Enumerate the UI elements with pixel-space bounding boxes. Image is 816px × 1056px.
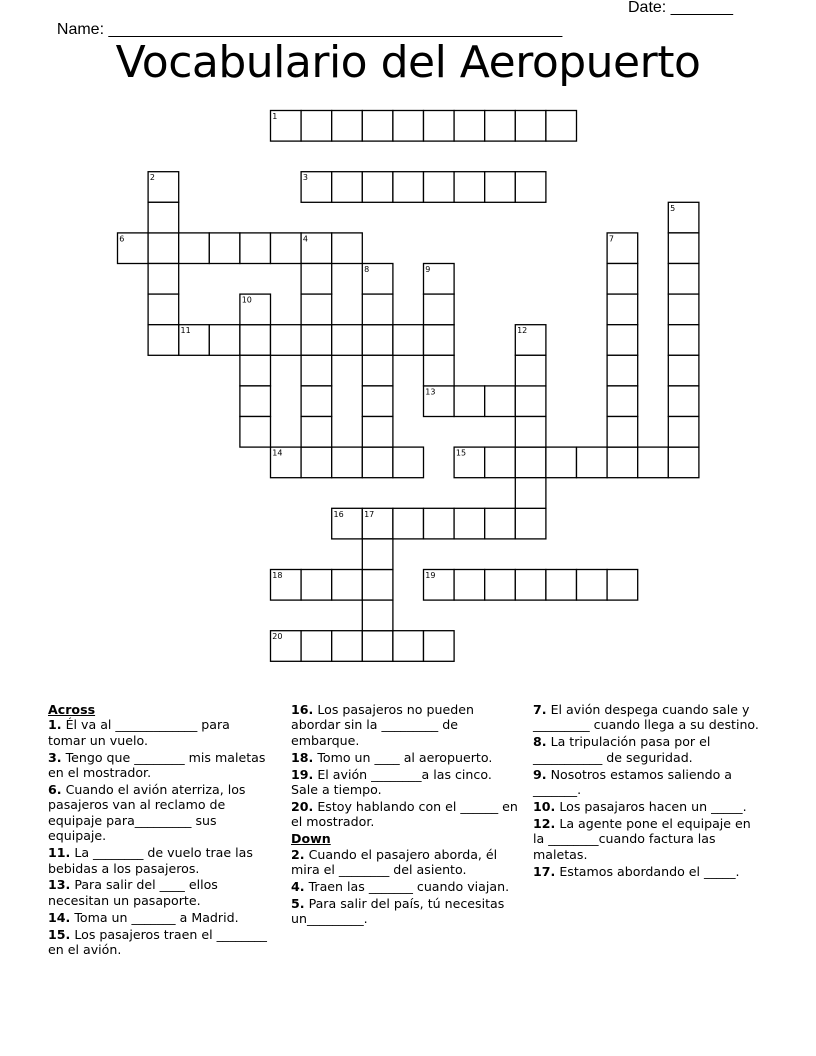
grid-cell[interactable] [607, 447, 638, 478]
clue-number-label: 1 [272, 112, 278, 121]
clue-number-label: 4 [302, 234, 308, 244]
grid-cell[interactable] [515, 447, 546, 478]
clue-item [533, 799, 765, 814]
clue-item [291, 896, 521, 927]
clue-text: Cuando el pasajero aborda, él mira el ________ del asiento. [291, 846, 498, 878]
clue-number: 5. [291, 895, 305, 911]
grid-cell[interactable] [515, 417, 546, 448]
grid-cell[interactable] [301, 264, 332, 295]
clue-item [533, 734, 765, 765]
grid-cell[interactable] [301, 417, 332, 448]
grid-cell[interactable] [638, 447, 669, 478]
grid-cell[interactable] [362, 417, 393, 448]
clue-text: La agente pone el equipaje en la ________cuando factura las maletas. [533, 815, 751, 862]
clue-number-label: 17 [364, 509, 375, 519]
grid-cell[interactable] [668, 417, 699, 448]
clue-number-label: 5 [670, 203, 676, 213]
grid-cell[interactable] [577, 447, 608, 478]
grid-cell[interactable] [179, 233, 210, 264]
grid-cell[interactable] [515, 355, 546, 386]
grid-cell[interactable] [362, 600, 393, 631]
grid-cell[interactable] [240, 325, 271, 356]
grid-cell[interactable] [148, 294, 179, 325]
grid-cell[interactable] [424, 508, 455, 539]
clue-number-label: 10 [241, 295, 252, 305]
clue-number: 4. [291, 878, 305, 894]
clue-item [291, 879, 521, 894]
clue-item [48, 910, 270, 925]
grid-cell[interactable] [607, 417, 638, 448]
clue-number-label: 8 [364, 265, 370, 274]
grid-cell[interactable] [424, 325, 455, 356]
grid-cell[interactable] [668, 264, 699, 295]
clues-column-2 [291, 702, 521, 928]
clue-item [533, 816, 765, 862]
name-field[interactable]: Name: ___________________________________________________ [56, 21, 563, 38]
clue-number: 10. [533, 798, 556, 814]
clue-number: 15. [48, 926, 71, 942]
clue-item [291, 750, 521, 765]
grid-cell[interactable] [362, 111, 393, 142]
grid-cell[interactable] [515, 478, 546, 509]
grid-cell[interactable] [485, 386, 516, 417]
clue-item [533, 702, 765, 733]
grid-cell[interactable] [393, 447, 424, 478]
grid-cell[interactable] [362, 294, 393, 325]
clue-text: El avión ________a las cinco. Sale a tiempo. [291, 766, 492, 798]
grid-cell[interactable] [454, 570, 485, 601]
grid-cell[interactable] [362, 570, 393, 601]
grid-cell[interactable] [301, 631, 332, 662]
grid-cell[interactable] [362, 631, 393, 662]
clue-text: Cuando el avión aterriza, los pasajeros van al reclamo de equipaje para_________ sus equipaje. [48, 782, 246, 844]
clue-text: Los pasajeros no pueden abordar sin la _________ de embarque. [291, 702, 474, 748]
page-title: Vocabulario del Aeropuerto [115, 37, 701, 88]
grid-cell[interactable] [607, 325, 638, 356]
grid-cell[interactable] [454, 111, 485, 142]
clue-number: 14. [48, 909, 71, 925]
grid-cell[interactable] [301, 325, 332, 356]
grid-cell[interactable] [271, 325, 302, 356]
grid-cell[interactable] [148, 233, 179, 264]
grid-cell[interactable] [454, 386, 485, 417]
clue-number-label: 9 [425, 265, 431, 274]
grid-cell[interactable] [668, 325, 699, 356]
grid-cell[interactable] [148, 264, 179, 295]
grid-cell[interactable] [668, 294, 699, 325]
clue-number-label: 2 [149, 173, 155, 183]
grid-cell[interactable] [485, 508, 516, 539]
grid-cell[interactable] [546, 447, 577, 478]
grid-cell[interactable] [362, 447, 393, 478]
clue-text: El avión despega cuando sale y _________ cuando llega a su destino. [533, 702, 759, 733]
grid-cell[interactable] [332, 111, 363, 142]
date-field[interactable]: Date: _______ [628, 0, 733, 16]
clue-item [291, 767, 521, 798]
clue-number-label: 12 [517, 326, 528, 336]
grid-cell[interactable] [148, 202, 179, 233]
clues-column-3 [533, 702, 765, 880]
grid-cell[interactable] [271, 233, 302, 264]
clue-number: 12. [533, 815, 556, 831]
grid-cell[interactable] [393, 111, 424, 142]
clue-number-label: 13 [425, 387, 436, 397]
clue-item [533, 864, 765, 879]
clue-text: Traen las _______ cuando viajan. [304, 878, 510, 894]
grid-cell[interactable] [607, 570, 638, 601]
grid-cell[interactable] [577, 570, 608, 601]
clue-text: La tripulación pasa por el ___________ de seguridad. [533, 734, 711, 765]
grid-cell[interactable] [424, 631, 455, 662]
grid-cell[interactable] [607, 264, 638, 295]
clue-item [48, 717, 270, 748]
clue-number: 8. [533, 734, 547, 750]
grid-cell[interactable] [515, 508, 546, 539]
clue-number: 3. [48, 749, 62, 765]
grid-cell[interactable] [301, 111, 332, 142]
clue-number: 6. [48, 782, 62, 798]
clue-item [533, 767, 765, 798]
clue-text: Tengo que ________ mis maletas en el mostrador. [48, 749, 266, 781]
grid-cell[interactable] [515, 386, 546, 417]
grid-cell[interactable] [424, 172, 455, 203]
grid-cell[interactable] [607, 386, 638, 417]
grid-cell[interactable] [485, 111, 516, 142]
clue-text: Para salir del país, tú necesitas un_________. [291, 895, 505, 927]
grid-cell[interactable] [240, 233, 271, 264]
grid-cell[interactable] [393, 325, 424, 356]
clue-number-label: 11 [180, 326, 191, 336]
clue-item [291, 847, 521, 878]
grid-cell[interactable] [332, 325, 363, 356]
grid-cell[interactable] [148, 325, 179, 356]
grid-cell[interactable] [424, 111, 455, 142]
clue-text: Estoy hablando con el ______ en el mostrador. [291, 798, 518, 830]
grid-cell[interactable] [454, 172, 485, 203]
clue-text: Toma un _______ a Madrid. [70, 909, 239, 925]
grid-cell[interactable] [362, 355, 393, 386]
grid-cell[interactable] [332, 631, 363, 662]
grid-cell[interactable] [424, 355, 455, 386]
clue-item [291, 702, 521, 748]
clue-text: Estamos abordando el _____. [555, 863, 740, 879]
clue-text: Para salir del ____ ellos necesitan un pasaporte. [48, 877, 218, 908]
grid-cell[interactable] [332, 570, 363, 601]
clue-heading-down: Down [291, 831, 331, 847]
clue-number: 18. [291, 749, 314, 765]
grid-cell[interactable] [424, 294, 455, 325]
grid-cell[interactable] [668, 447, 699, 478]
clue-number: 7. [533, 702, 547, 717]
clue-number: 2. [291, 846, 305, 862]
grid-cell[interactable] [362, 539, 393, 570]
grid-cell[interactable] [515, 172, 546, 203]
grid-cell[interactable] [240, 355, 271, 386]
grid-cell[interactable] [332, 447, 363, 478]
clue-item [291, 799, 521, 830]
grid-cell[interactable] [485, 447, 516, 478]
clue-text: Él va al _____________ para tomar un vuelo. [48, 717, 230, 748]
clue-number: 17. [533, 863, 556, 879]
clue-item [48, 877, 270, 908]
grid-cell[interactable] [301, 570, 332, 601]
grid-cell[interactable] [454, 508, 485, 539]
clue-number: 9. [533, 766, 547, 782]
grid-cell[interactable] [515, 570, 546, 601]
clue-number: 16. [291, 702, 314, 717]
clue-number-label: 6 [119, 234, 125, 244]
grid-cell[interactable] [209, 325, 240, 356]
grid-cell[interactable] [209, 233, 240, 264]
clue-item [48, 782, 270, 844]
grid-cell[interactable] [607, 294, 638, 325]
grid-cell[interactable] [332, 233, 363, 264]
grid-cell[interactable] [546, 570, 577, 601]
grid-cell[interactable] [362, 325, 393, 356]
clue-number-label: 14 [272, 448, 283, 458]
grid-cell[interactable] [668, 355, 699, 386]
clue-text: Tomo un ____ al aeropuerto. [313, 749, 493, 765]
clue-number: 11. [48, 845, 71, 861]
clue-number-label: 18 [272, 571, 283, 580]
clue-number-label: 3 [302, 173, 308, 183]
grid-cell[interactable] [485, 570, 516, 601]
grid-cell[interactable] [362, 386, 393, 417]
grid-cell[interactable] [393, 508, 424, 539]
grid-cell[interactable] [485, 172, 516, 203]
grid-cell[interactable] [546, 111, 577, 142]
grid-cell[interactable] [362, 172, 393, 203]
clue-number-label: 19 [425, 571, 436, 580]
grid-cell[interactable] [607, 355, 638, 386]
clue-number-label: 20 [272, 632, 283, 642]
clue-number: 1. [48, 717, 62, 733]
clue-item [48, 750, 270, 781]
clue-number: 13. [48, 877, 71, 893]
clue-item [48, 845, 270, 876]
clue-heading-across: Across [48, 702, 96, 717]
clue-number-label: 7 [608, 234, 614, 244]
clue-item [48, 927, 270, 958]
clue-text: Los pasajaros hacen un _____. [555, 798, 747, 814]
grid-cell[interactable] [240, 417, 271, 448]
clues-column-1 [48, 702, 270, 959]
clue-number: 20. [291, 798, 314, 814]
grid-cell[interactable] [301, 447, 332, 478]
clue-text: La ________ de vuelo trae las bebidas a los pasajeros. [48, 845, 253, 876]
grid-cell[interactable] [301, 294, 332, 325]
grid-cell[interactable] [240, 386, 271, 417]
grid-cell[interactable] [393, 172, 424, 203]
clue-number-label: 16 [333, 509, 344, 519]
grid-cell[interactable] [332, 172, 363, 203]
grid-cell[interactable] [301, 386, 332, 417]
clue-number: 19. [291, 766, 314, 782]
grid-cell[interactable] [668, 233, 699, 264]
grid-cell[interactable] [393, 631, 424, 662]
grid-cell[interactable] [668, 386, 699, 417]
clue-text: Nosotros estamos saliendo a _______. [533, 766, 732, 798]
grid-cell[interactable] [515, 111, 546, 142]
clue-text: Los pasajeros traen el ________ en el avión. [48, 926, 267, 958]
grid-cell[interactable] [301, 355, 332, 386]
clue-number-label: 15 [455, 448, 467, 458]
